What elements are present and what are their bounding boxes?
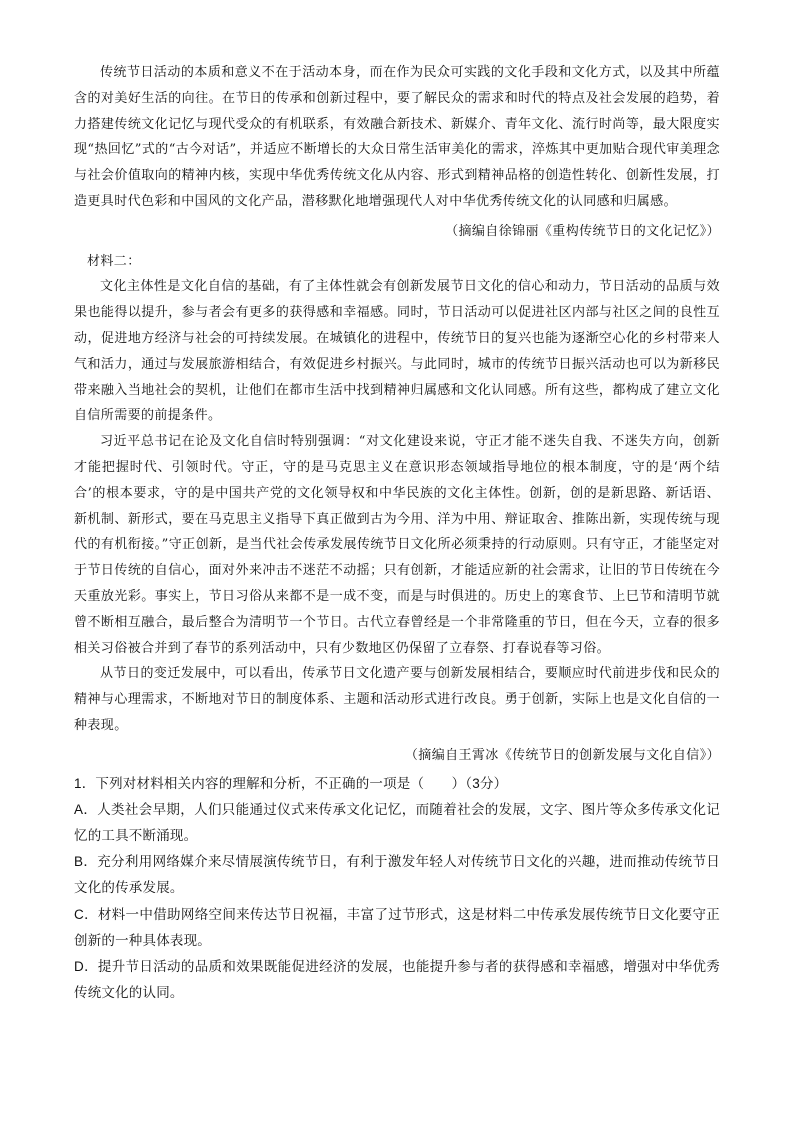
material2-label: 材料二： [87, 253, 141, 269]
question-stem: 1．下列对材料相关内容的理解和分析，不正确的一项是（ ）（3分） [74, 775, 508, 791]
option-d[interactable]: D．提升节日活动的品质和效果既能促进经济的发展，也能提升参与者的获得感和幸福感，增强对中华优秀传统文化的认同。 [74, 958, 720, 1001]
material2-source: （摘编自王霄冰《传统节日的创新发展与文化自信》） [404, 747, 720, 763]
material1-paragraph: 传统节日活动的本质和意义不在于活动本身，而在作为民众可实践的文化手段和文化方式，以及其中所蕴含的对美好生活的向往。在节日的传承和创新过程中，要了解民众的需求和时代的特点及社会发展的趋势，着力搭建传统文化记忆与现代受众的有机联系，有效融合新技术、新媒介、青年文化、流行时尚等，最大限度实现“热回忆”式的“古今对话”，并适应不断增长的大众日常生活审美化的需求，淬炼其中更加贴合现代审美理念与社会价值取向的精神内核，实现中华优秀传统文化从内容、形式到精神品格的创造性转化、创新性发展，打造更具时代色彩和中国风的文化产品，潜移默化地增强现代人对中华优秀传统文化的认同感和归属感。 [74, 65, 720, 209]
option-a[interactable]: A．人类社会早期，人们只能通过仪式来传承文化记忆，而随着社会的发展，文字、图片等众多传承文化记忆的工具不断涌现。 [74, 801, 720, 843]
material2-paragraph-3: 从节日的变迁发展中，可以看出，传承节日文化遗产要与创新发展相结合，要顺应时代前进步伐和民众的精神与心理需求，不断地对节日的制度体系、主题和活动形式进行改良。勇于创新，实际上也是文化自信的一种表现。 [74, 666, 720, 733]
material2-paragraph-2: 习近平总书记在论及文化自信时特别强调：“对文化建设来说，守正才能不迷失自我、不迷失方向，创新才能把握时代、引领时代。守正，守的是马克思主义在意识形态领域指导地位的根本制度，守的是‘两个结合’的根本要求，守的是中国共产党的文化领导权和中华民族的文化主体性。创新，创的是新思路、新话语、新机制、新形式，要在马克思主义指导下真正做到古为今用、洋为中用、辩证取舍、推陈出新，实现传统与现代的有机衔接。”守正创新，是当代社会传承发展传统节日文化所必须秉持的行动原则。只有守正，才能坚定对于节日传统的自信心，面对外来冲击不迷茫不动摇；只有创新，才能适应新的社会需求，让旧的节日传统在今天重放光彩。事实上，节日习俗从来都不是一成不变，而是与时俱进的。历史上的寒食节、上巳节和清明节就曾不断相互融合，最后整合为清明节一个节日。古代立春曾经是一个非常隆重的节日，但在今天，立春的很多相关习俗被合并到了春节的系列活动中，只有少数地区仍保留了立春祭、打春说春等习俗。 [74, 434, 720, 656]
material2-paragraph-1: 文化主体性是文化自信的基础，有了主体性就会有创新发展节日文化的信心和动力，节日活动的品质与效果也能得以提升，参与者会有更多的获得感和幸福感。同时，节日活动可以促进社区内部与社区之间的良性互动，促进地方经济与社会的可持续发展。在城镇化的进程中，传统节日的复兴也能为逐渐空心化的乡村带来人气和活力，通过与发展旅游相结合，有效促进乡村振兴。与此同时，城市的传统节日振兴活动也可以为新移民带来融入当地社会的契机，让他们在都市生活中找到精神归属感和文化认同感。所有这些，都构成了建立文化自信所需要的前提条件。 [74, 279, 720, 424]
exam-page [74, 60, 720, 1006]
material1-source: （摘编自徐锦丽《重构传统节日的文化记忆》） [445, 223, 720, 239]
option-c[interactable]: C．材料一中借助网络空间来传达节日祝福，丰富了过节形式，这是材料二中传承发展传统节日文化要守正创新的一种具体表现。 [74, 906, 720, 948]
option-b[interactable]: B．充分利用网络媒介来尽情展演传统节日，有利于激发年轻人对传统节日文化的兴趣，进而推动传统节日文化的传承发展。 [74, 854, 720, 896]
